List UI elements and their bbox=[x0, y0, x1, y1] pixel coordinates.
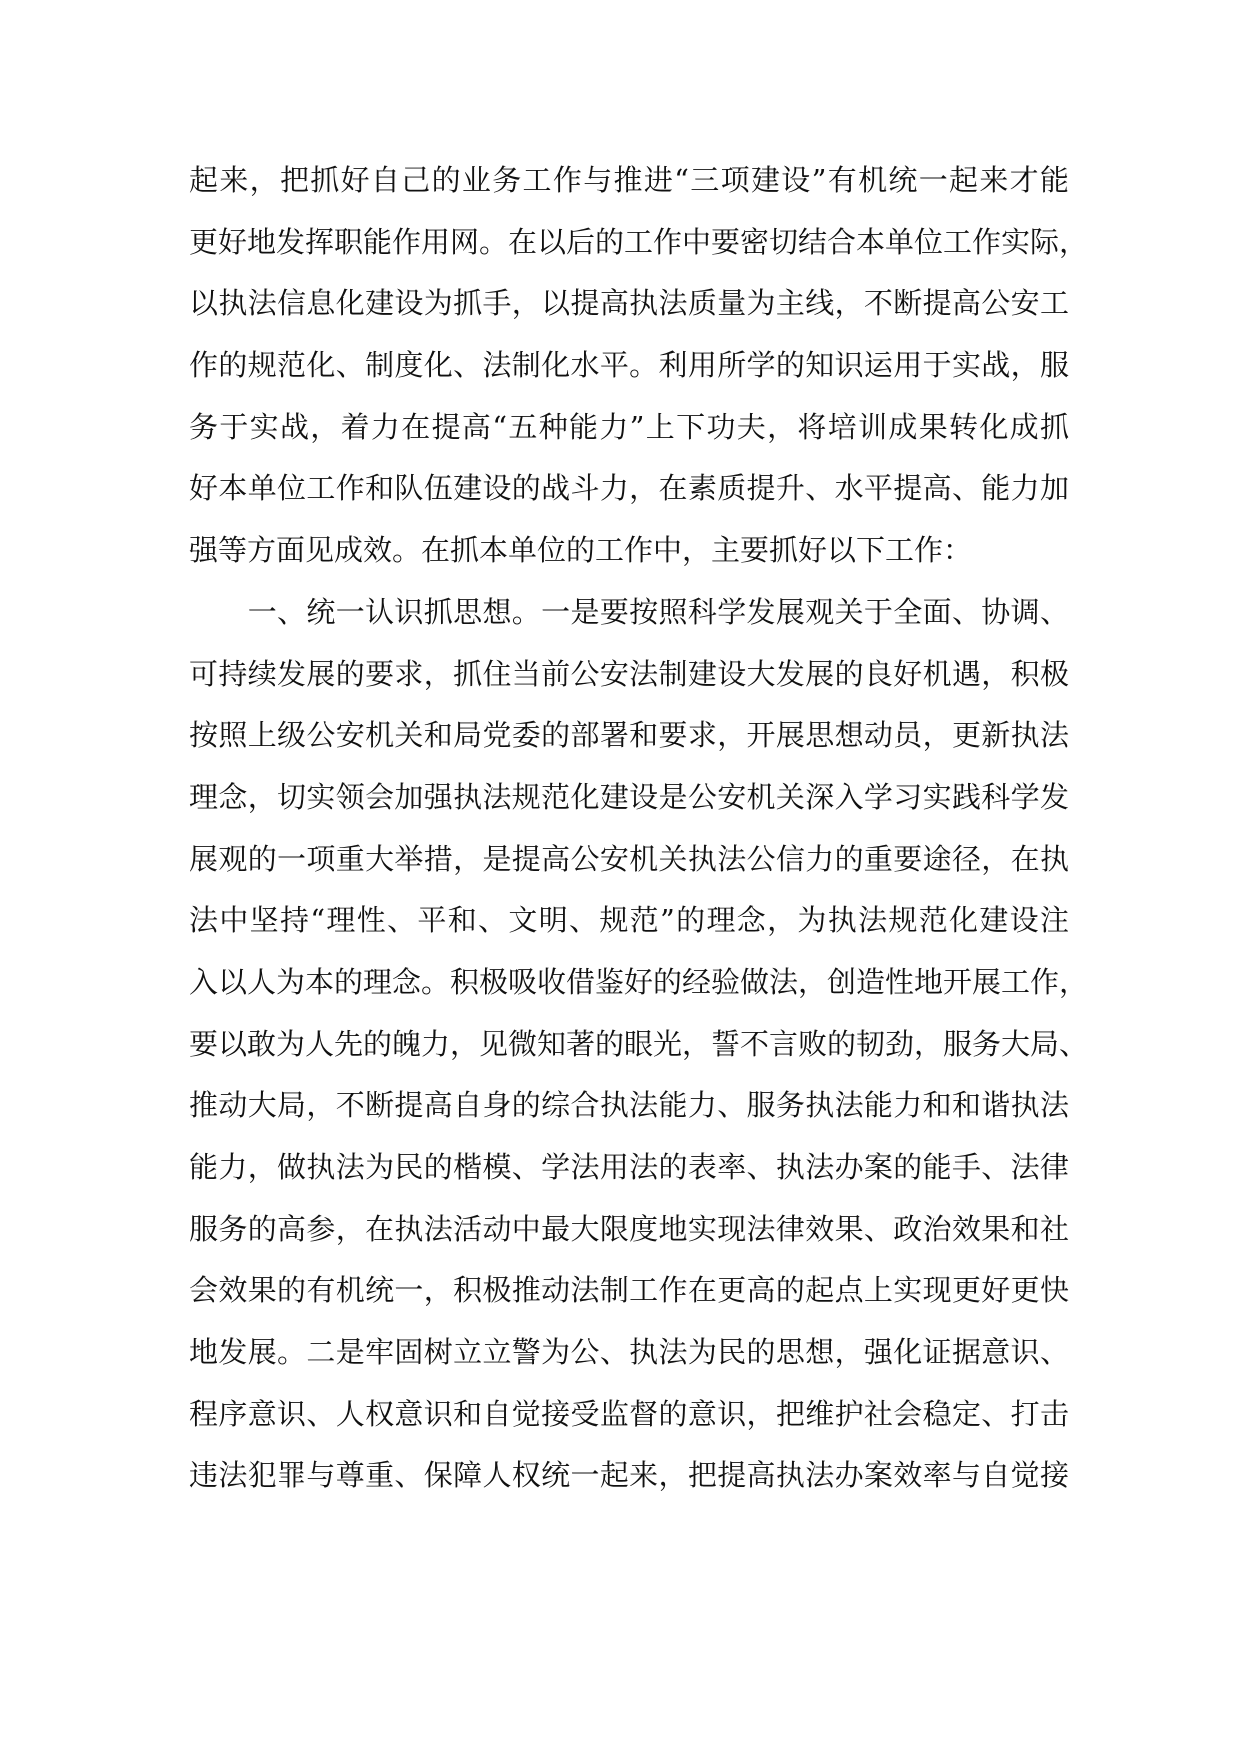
text-line: 以执法信息化建设为抓手，以提高执法质量为主线，不断提高公安工 bbox=[189, 286, 1069, 321]
text-line: 违法犯罪与尊重、保障人权统一起来，把提高执法办案效率与自觉接 bbox=[189, 1458, 1069, 1493]
text-line: 按照上级公安机关和局党委的部署和要求，开展思想动员，更新执法 bbox=[189, 718, 1069, 753]
text-line: 更好地发挥职能作用网。在以后的工作中要密切结合本单位工作实际， bbox=[189, 224, 1089, 259]
text-line: 法中坚持“理性、平和、文明、规范”的理念，为执法规范化建设注 bbox=[189, 903, 1069, 938]
text-line: 起来，把抓好自己的业务工作与推进“三项建设”有机统一起来才能 bbox=[189, 163, 1069, 197]
text-line: 要以敢为人先的魄力，见微知著的眼光，誓不言败的韧劲，服务大局、 bbox=[189, 1026, 1089, 1061]
text-line: 推动大局，不断提高自身的综合执法能力、服务执法能力和和谐执法 bbox=[189, 1088, 1069, 1123]
text-line: 强等方面见成效。在抓本单位的工作中，主要抓好以下工作： bbox=[189, 533, 973, 568]
text-line: 一、统一认识抓思想。一是要按照科学发展观关于全面、协调、 bbox=[189, 594, 1069, 629]
text-line: 作的规范化、制度化、法制化水平。利用所学的知识运用于实战，服 bbox=[189, 348, 1069, 383]
body-text bbox=[189, 160, 1089, 1517]
text-line: 服务的高参，在执法活动中最大限度地实现法律效果、政治效果和社 bbox=[189, 1211, 1069, 1246]
text-line: 可持续发展的要求，抓住当前公安法制建设大发展的良好机遇，积极 bbox=[189, 656, 1069, 691]
text-line: 会效果的有机统一，积极推动法制工作在更高的起点上实现更好更快 bbox=[189, 1273, 1069, 1308]
text-line: 展观的一项重大举措，是提高公安机关执法公信力的重要途径，在执 bbox=[189, 841, 1069, 876]
text-line: 程序意识、人权意识和自觉接受监督的意识，把维护社会稳定、打击 bbox=[189, 1396, 1069, 1431]
text-line: 入以人为本的理念。积极吸收借鉴好的经验做法，创造性地开展工作， bbox=[189, 964, 1089, 999]
text-line: 务于实战，着力在提高“五种能力”上下功夫，将培训成果转化成抓 bbox=[189, 409, 1069, 444]
text-line: 能力，做执法为民的楷模、学法用法的表率、执法办案的能手、法律 bbox=[189, 1150, 1069, 1184]
text-line: 好本单位工作和队伍建设的战斗力，在素质提升、水平提高、能力加 bbox=[189, 471, 1069, 506]
text-line: 理念，切实领会加强执法规范化建设是公安机关深入学习实践科学发 bbox=[189, 779, 1069, 814]
text-line: 地发展。二是牢固树立立警为公、执法为民的思想，强化证据意识、 bbox=[189, 1335, 1069, 1370]
